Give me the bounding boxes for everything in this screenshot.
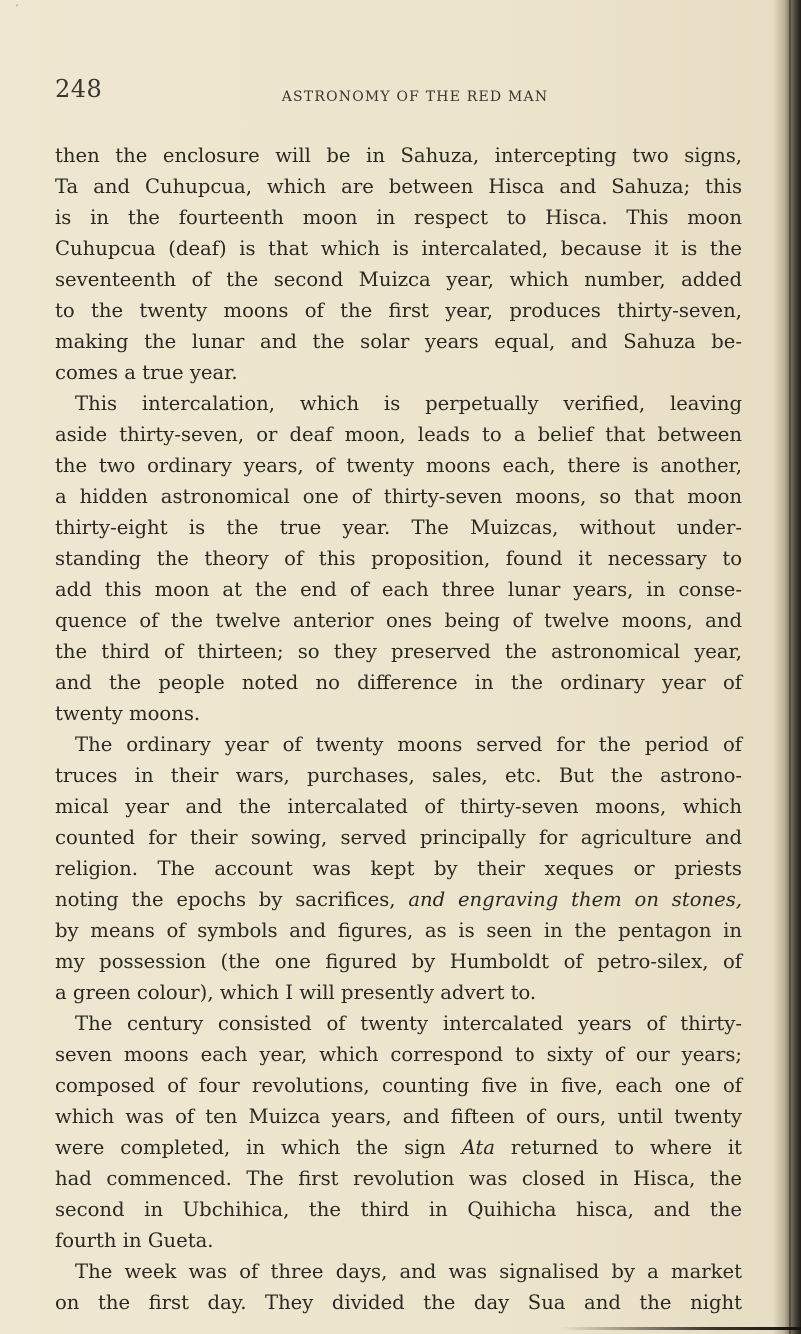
text-line-roman: second in Ubchihica, the third in Quihicha hisca, and the	[55, 1198, 742, 1221]
text-line-roman: quence of the twelve anterior ones being of twelve moons, and	[55, 609, 742, 632]
text-line-roman: Cuhupcua (deaf) is that which is intercalated, because it is the	[55, 237, 742, 260]
text-line-italic: and engraving them on stones,	[408, 888, 742, 911]
text-line-roman: mical year and the intercalated of thirty-seven moons, which	[55, 795, 742, 818]
text-line	[55, 357, 742, 388]
text-line-roman: truces in their wars, purchases, sales, etc. But the astrono-	[55, 764, 742, 787]
text-line-roman: composed of four revolutions, counting five in five, each one of	[55, 1074, 742, 1097]
corner-mark: ′	[16, 4, 19, 15]
text-line	[55, 543, 742, 574]
bottom-edge-shadow	[560, 1327, 801, 1330]
text-line	[55, 140, 742, 171]
text-line	[55, 791, 742, 822]
text-line	[55, 1256, 742, 1287]
text-line-roman: then the enclosure will be in Sahuza, intercepting two signs,	[55, 144, 742, 167]
text-line	[55, 605, 742, 636]
page-number: 248	[55, 75, 103, 103]
text-line	[55, 512, 742, 543]
body-text	[55, 140, 742, 1318]
text-line	[55, 915, 742, 946]
text-line-roman: standing the theory of this proposition, found it necessary to	[55, 547, 742, 570]
text-line	[55, 326, 742, 357]
text-line	[55, 729, 742, 760]
text-line	[55, 1287, 742, 1318]
text-line	[55, 1225, 742, 1256]
text-line	[55, 264, 742, 295]
text-line	[55, 419, 742, 450]
text-line-roman: a green colour), which I will presently advert to.	[55, 981, 537, 1004]
text-line-roman: and the people noted no difference in the ordinary year of	[55, 671, 742, 694]
text-line	[55, 1194, 742, 1225]
text-line-roman: were completed, in which the sign	[55, 1136, 462, 1159]
text-line-roman: seventeenth of the second Muizca year, which number, added	[55, 268, 742, 291]
text-line	[55, 822, 742, 853]
text-line	[55, 667, 742, 698]
text-line-roman: the two ordinary years, of twenty moons each, there is another,	[55, 454, 742, 477]
text-line-roman: religion. The account was kept by their xeques or priests	[55, 857, 742, 880]
text-line-roman: noting the epochs by sacrifices,	[55, 888, 409, 911]
text-line-roman: is in the fourteenth moon in respect to Hisca. This moon	[55, 206, 742, 229]
text-line-roman: The ordinary year of twenty moons served for the period of	[75, 733, 742, 756]
text-line	[55, 450, 742, 481]
text-line-roman: The century consisted of twenty intercalated years of thirty-	[75, 1012, 742, 1035]
running-head-title: ASTRONOMY OF THE RED MAN	[281, 89, 549, 105]
text-line-roman: The week was of three days, and was signalised by a market	[75, 1260, 742, 1283]
text-line-roman: my possession (the one figured by Humboldt of petro-silex, of	[55, 950, 742, 973]
text-line-roman: making the lunar and the solar years equal, and Sahuza be-	[55, 330, 742, 353]
text-line-roman: twenty moons.	[55, 702, 201, 725]
text-line-roman: the third of thirteen; so they preserved the astronomical year,	[55, 640, 742, 663]
text-line	[55, 574, 742, 605]
text-line	[55, 760, 742, 791]
text-line-roman: counted for their sowing, served principally for agriculture and	[55, 826, 742, 849]
text-line-roman: on the first day. They divided the day Sua and the night	[55, 1291, 742, 1314]
text-line	[55, 481, 742, 512]
text-line-roman: This intercalation, which is perpetually verified, leaving	[75, 392, 742, 415]
text-line-roman: comes a true year.	[55, 361, 238, 384]
text-line-italic: Ata	[461, 1136, 495, 1159]
text-line-roman: a hidden astronomical one of thirty-seven moons, so that moon	[55, 485, 742, 508]
text-line	[55, 946, 742, 977]
text-line	[55, 1039, 742, 1070]
text-line-roman: by means of symbols and figures, as is seen in the pentagon in	[55, 919, 742, 942]
text-line-roman: fourth in Gueta.	[55, 1229, 214, 1252]
text-line-roman: to the twenty moons of the first year, produces thirty-seven,	[55, 299, 742, 322]
binding-shadow	[773, 0, 801, 1334]
text-line	[55, 171, 742, 202]
text-line	[55, 1101, 742, 1132]
text-line-roman: aside thirty-seven, or deaf moon, leads to a belief that between	[55, 423, 742, 446]
running-head	[55, 75, 735, 119]
text-line	[55, 1008, 742, 1039]
text-line	[55, 698, 742, 729]
text-line-roman: thirty-eight is the true year. The Muizcas, without under-	[55, 516, 742, 539]
text-line	[55, 388, 742, 419]
text-line	[55, 1070, 742, 1101]
text-line	[55, 233, 742, 264]
text-line-roman-after: returned to where it	[494, 1136, 742, 1159]
text-line-roman: had commenced. The first revolution was closed in Hisca, the	[55, 1167, 742, 1190]
text-line-roman: Ta and Cuhupcua, which are between Hisca and Sahuza; this	[55, 175, 742, 198]
text-line-roman: which was of ten Muizca years, and fifteen of ours, until twenty	[55, 1105, 742, 1128]
text-line	[55, 1132, 742, 1163]
text-line	[55, 884, 742, 915]
text-line	[55, 295, 742, 326]
text-line	[55, 977, 742, 1008]
text-line	[55, 202, 742, 233]
text-line-roman: add this moon at the end of each three lunar years, in conse-	[55, 578, 742, 601]
text-line	[55, 636, 742, 667]
text-line	[55, 1163, 742, 1194]
text-line	[55, 853, 742, 884]
text-line-roman: seven moons each year, which correspond to sixty of our years;	[55, 1043, 742, 1066]
